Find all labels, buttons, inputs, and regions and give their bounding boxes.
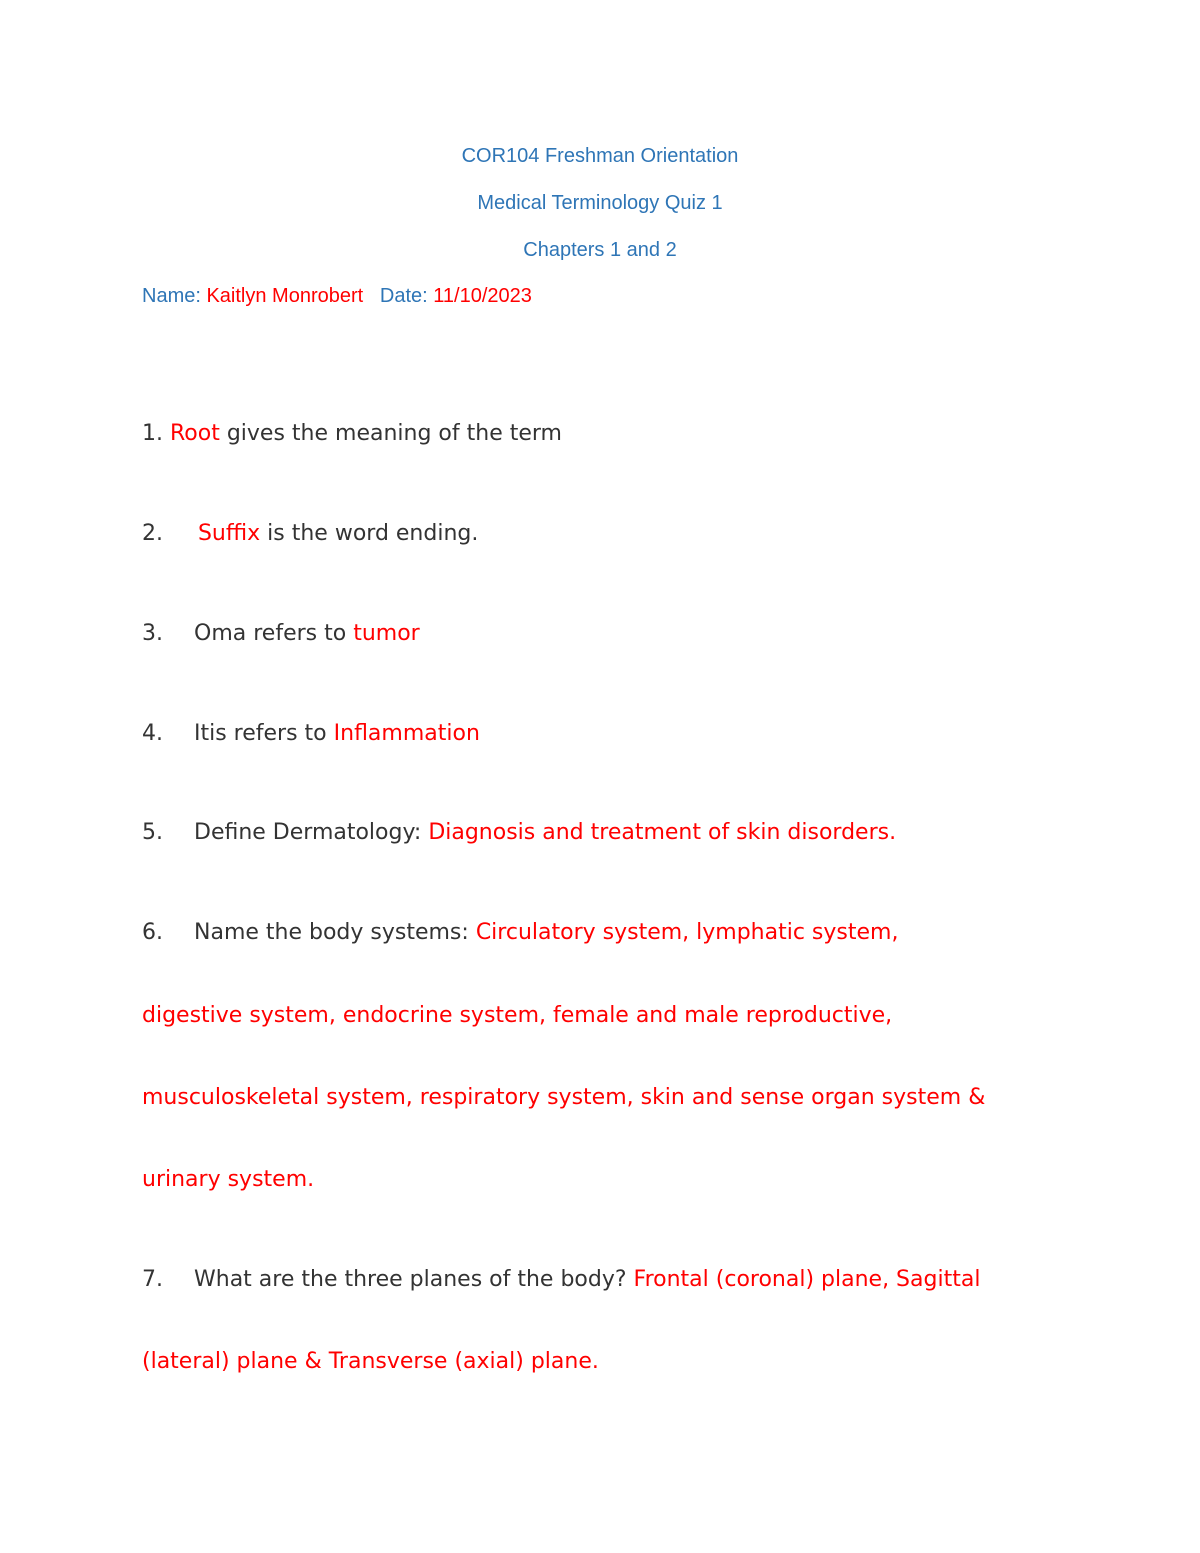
- question-number: 1.: [142, 421, 163, 446]
- question-number: 5.: [142, 820, 163, 845]
- question-text: is the word ending.: [260, 521, 479, 546]
- answer: Circulatory system, lymphatic system,: [475, 920, 899, 945]
- question-text: Define Dermatology:: [194, 820, 429, 845]
- question-number: 6.: [142, 920, 163, 945]
- name-label: Name:: [142, 285, 201, 307]
- question-4: [142, 720, 480, 748]
- answer: tumor: [353, 621, 420, 646]
- question-number: 7.: [142, 1267, 163, 1292]
- answer: Root: [170, 421, 220, 446]
- question-3: [142, 620, 420, 648]
- question-text: Itis refers to: [194, 721, 334, 746]
- question-2: [142, 520, 478, 548]
- name-value: Kaitlyn Monrobert: [206, 285, 364, 307]
- question-text: gives the meaning of the term: [219, 421, 562, 446]
- question-text: What are the three planes of the body?: [194, 1267, 634, 1292]
- question-text: Oma refers to: [194, 621, 354, 646]
- question-1: [142, 420, 562, 448]
- answer: Inflammation: [333, 721, 480, 746]
- chapters-subtitle: Chapters 1 and 2: [523, 239, 677, 261]
- answer: Frontal (coronal) plane, Sagittal: [633, 1267, 981, 1292]
- question-6: [142, 919, 898, 947]
- question-7: [142, 1266, 980, 1294]
- question-number: 2.: [142, 521, 163, 546]
- question-number: 4.: [142, 721, 163, 746]
- answer-continuation: (lateral) plane & Transverse (axial) plane.: [142, 1349, 599, 1374]
- answer-continuation: digestive system, endocrine system, female and male reproductive,: [142, 1003, 893, 1028]
- date-label: Date:: [379, 285, 428, 307]
- question-number: 3.: [142, 621, 163, 646]
- question-5: [142, 819, 896, 847]
- name-date-line: [142, 284, 532, 308]
- question-text: Name the body systems:: [194, 920, 476, 945]
- answer: Suffix: [197, 521, 261, 546]
- course-title: COR104 Freshman Orientation: [461, 145, 739, 167]
- answer-continuation: musculoskeletal system, respiratory system, skin and sense organ system &: [142, 1085, 986, 1110]
- answer: Diagnosis and treatment of skin disorders.: [428, 820, 897, 845]
- quiz-title: Medical Terminology Quiz 1: [477, 192, 723, 214]
- date-value: 11/10/2023: [433, 285, 532, 307]
- answer-continuation: urinary system.: [142, 1167, 315, 1192]
